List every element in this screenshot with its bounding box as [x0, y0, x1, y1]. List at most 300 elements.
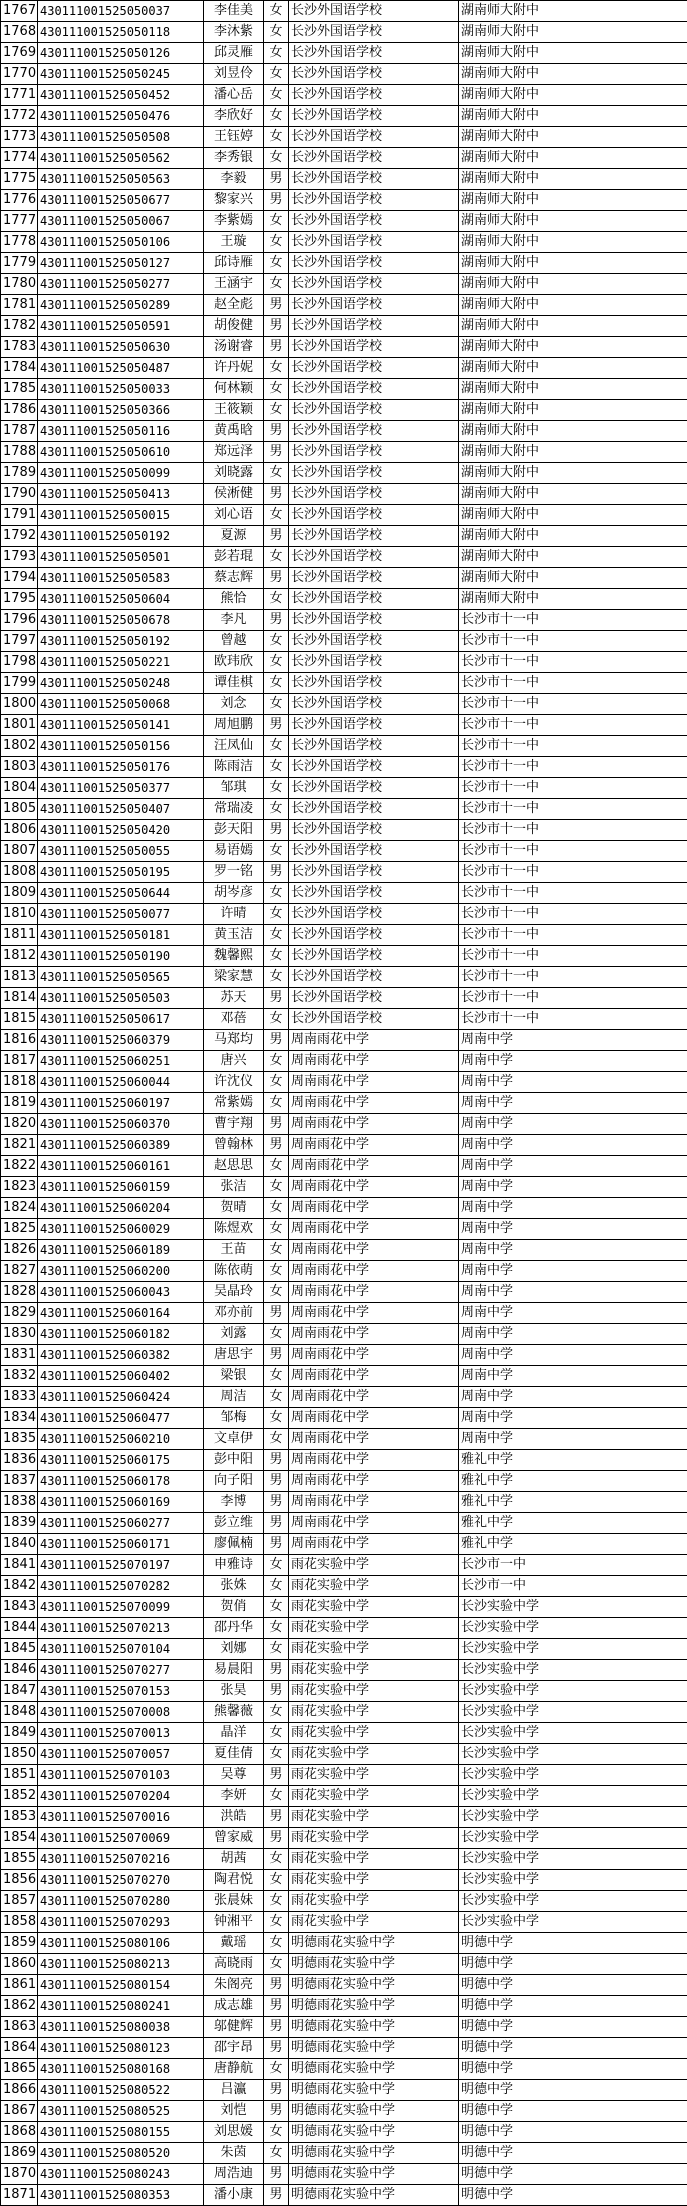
- student-name-cell: 夏源: [204, 526, 264, 547]
- origin-school-cell: 明德雨花实验中学: [289, 1954, 459, 1975]
- table-row: [1, 1597, 687, 1618]
- origin-school-cell: 周南雨花中学: [289, 1093, 459, 1114]
- gender-cell: 女: [264, 1324, 289, 1345]
- serial-number-cell: 1871: [1, 2185, 38, 2206]
- table-row: [1, 1555, 687, 1576]
- admitted-school-cell: 周南中学: [459, 1387, 687, 1408]
- student-name-cell: 潘心岳: [204, 85, 264, 106]
- serial-number-cell: 1818: [1, 1072, 38, 1093]
- origin-school-cell: 周南雨花中学: [289, 1429, 459, 1450]
- origin-school-cell: 长沙外国语学校: [289, 400, 459, 421]
- origin-school-cell: 长沙外国语学校: [289, 379, 459, 400]
- serial-number-cell: 1825: [1, 1219, 38, 1240]
- serial-number-cell: 1840: [1, 1534, 38, 1555]
- gender-cell: 男: [264, 295, 289, 316]
- gender-cell: 女: [264, 1282, 289, 1303]
- candidate-id-cell: 430111001525070213: [38, 1618, 204, 1639]
- gender-cell: 女: [264, 883, 289, 904]
- student-name-cell: 刘心语: [204, 505, 264, 526]
- serial-number-cell: 1811: [1, 925, 38, 946]
- candidate-id-cell: 430111001525050192: [38, 631, 204, 652]
- admitted-school-cell: 湖南师大附中: [459, 190, 687, 211]
- table-row: [1, 43, 687, 64]
- gender-cell: 女: [264, 904, 289, 925]
- origin-school-cell: 明德雨花实验中学: [289, 2101, 459, 2122]
- candidate-id-cell: 430111001525050192: [38, 526, 204, 547]
- candidate-id-cell: 430111001525080168: [38, 2059, 204, 2080]
- table-row: [1, 211, 687, 232]
- origin-school-cell: 长沙外国语学校: [289, 1009, 459, 1030]
- admitted-school-cell: 湖南师大附中: [459, 463, 687, 484]
- serial-number-cell: 1793: [1, 547, 38, 568]
- table-row: [1, 274, 687, 295]
- serial-number-cell: 1848: [1, 1702, 38, 1723]
- gender-cell: 女: [264, 2143, 289, 2164]
- table-row: [1, 904, 687, 925]
- admitted-school-cell: 周南中学: [459, 1366, 687, 1387]
- origin-school-cell: 长沙外国语学校: [289, 925, 459, 946]
- table-row: [1, 127, 687, 148]
- gender-cell: 女: [264, 274, 289, 295]
- gender-cell: 男: [264, 421, 289, 442]
- student-name-cell: 潘小康: [204, 2185, 264, 2206]
- student-name-cell: 吴尊: [204, 1765, 264, 1786]
- gender-cell: 女: [264, 1618, 289, 1639]
- serial-number-cell: 1799: [1, 673, 38, 694]
- table-row: [1, 106, 687, 127]
- gender-cell: 女: [264, 1009, 289, 1030]
- candidate-id-cell: 430111001525050487: [38, 358, 204, 379]
- table-row: [1, 64, 687, 85]
- candidate-id-cell: 430111001525050565: [38, 967, 204, 988]
- student-name-cell: 朱阁亮: [204, 1975, 264, 1996]
- serial-number-cell: 1867: [1, 2101, 38, 2122]
- admitted-school-cell: 湖南师大附中: [459, 358, 687, 379]
- gender-cell: 女: [264, 589, 289, 610]
- origin-school-cell: 周南雨花中学: [289, 1513, 459, 1534]
- candidate-id-cell: 430111001525050617: [38, 1009, 204, 1030]
- table-row: [1, 1471, 687, 1492]
- admitted-school-cell: 周南中学: [459, 1219, 687, 1240]
- admitted-school-cell: 长沙市十一中: [459, 967, 687, 988]
- table-row: [1, 1177, 687, 1198]
- admitted-school-cell: 周南中学: [459, 1261, 687, 1282]
- candidate-id-cell: 430111001525050190: [38, 946, 204, 967]
- student-name-cell: 何林颖: [204, 379, 264, 400]
- table-row: [1, 190, 687, 211]
- serial-number-cell: 1841: [1, 1555, 38, 1576]
- student-name-cell: 文卓伊: [204, 1429, 264, 1450]
- gender-cell: 男: [264, 2038, 289, 2059]
- table-row: [1, 1093, 687, 1114]
- table-row: [1, 1786, 687, 1807]
- table-row: [1, 442, 687, 463]
- candidate-id-cell: 430111001525060197: [38, 1093, 204, 1114]
- candidate-id-cell: 430111001525050644: [38, 883, 204, 904]
- admitted-school-cell: 长沙实验中学: [459, 1744, 687, 1765]
- table-row: [1, 421, 687, 442]
- origin-school-cell: 明德雨花实验中学: [289, 2164, 459, 2185]
- table-row: [1, 820, 687, 841]
- candidate-id-cell: 430111001525080123: [38, 2038, 204, 2059]
- admitted-school-cell: 长沙实验中学: [459, 1765, 687, 1786]
- gender-cell: 女: [264, 673, 289, 694]
- student-name-cell: 李欣好: [204, 106, 264, 127]
- origin-school-cell: 长沙外国语学校: [289, 106, 459, 127]
- candidate-id-cell: 430111001525060044: [38, 1072, 204, 1093]
- serial-number-cell: 1810: [1, 904, 38, 925]
- gender-cell: 男: [264, 169, 289, 190]
- gender-cell: 男: [264, 1030, 289, 1051]
- table-row: [1, 148, 687, 169]
- serial-number-cell: 1819: [1, 1093, 38, 1114]
- serial-number-cell: 1813: [1, 967, 38, 988]
- serial-number-cell: 1851: [1, 1765, 38, 1786]
- admitted-school-cell: 湖南师大附中: [459, 274, 687, 295]
- serial-number-cell: 1800: [1, 694, 38, 715]
- origin-school-cell: 明德雨花实验中学: [289, 2038, 459, 2059]
- admitted-school-cell: 长沙市十一中: [459, 757, 687, 778]
- candidate-id-cell: 430111001525070016: [38, 1807, 204, 1828]
- origin-school-cell: 明德雨花实验中学: [289, 2185, 459, 2206]
- serial-number-cell: 1816: [1, 1030, 38, 1051]
- student-name-cell: 熊恰: [204, 589, 264, 610]
- student-name-cell: 汤谢睿: [204, 337, 264, 358]
- admitted-school-cell: 长沙市十一中: [459, 652, 687, 673]
- serial-number-cell: 1806: [1, 820, 38, 841]
- candidate-id-cell: 430111001525050099: [38, 463, 204, 484]
- student-name-cell: 刘思媛: [204, 2122, 264, 2143]
- origin-school-cell: 雨花实验中学: [289, 1744, 459, 1765]
- student-name-cell: 黎家兴: [204, 190, 264, 211]
- origin-school-cell: 周南雨花中学: [289, 1366, 459, 1387]
- table-row: [1, 1051, 687, 1072]
- candidate-id-cell: 430111001525060389: [38, 1135, 204, 1156]
- table-row: [1, 1261, 687, 1282]
- student-name-cell: 朱茵: [204, 2143, 264, 2164]
- student-name-cell: 胡俊健: [204, 316, 264, 337]
- candidate-id-cell: 430111001525060424: [38, 1387, 204, 1408]
- gender-cell: 女: [264, 1093, 289, 1114]
- gender-cell: 女: [264, 1933, 289, 1954]
- origin-school-cell: 长沙外国语学校: [289, 64, 459, 85]
- origin-school-cell: 长沙外国语学校: [289, 85, 459, 106]
- admitted-school-cell: 长沙市十一中: [459, 610, 687, 631]
- student-name-cell: 胡茜: [204, 1849, 264, 1870]
- student-name-cell: 晶洋: [204, 1723, 264, 1744]
- gender-cell: 女: [264, 1723, 289, 1744]
- table-row: [1, 2143, 687, 2164]
- candidate-id-cell: 430111001525050583: [38, 568, 204, 589]
- table-row: [1, 1114, 687, 1135]
- student-name-cell: 邵宇昂: [204, 2038, 264, 2059]
- candidate-id-cell: 430111001525050116: [38, 421, 204, 442]
- table-row: [1, 1618, 687, 1639]
- table-row: [1, 1702, 687, 1723]
- serial-number-cell: 1833: [1, 1387, 38, 1408]
- gender-cell: 男: [264, 1828, 289, 1849]
- gender-cell: 女: [264, 400, 289, 421]
- admitted-school-cell: 周南中学: [459, 1324, 687, 1345]
- gender-cell: 女: [264, 85, 289, 106]
- student-name-cell: 彭中阳: [204, 1450, 264, 1471]
- origin-school-cell: 雨花实验中学: [289, 1723, 459, 1744]
- admitted-school-cell: 湖南师大附中: [459, 148, 687, 169]
- admitted-school-cell: 周南中学: [459, 1198, 687, 1219]
- admitted-school-cell: 长沙市十一中: [459, 946, 687, 967]
- origin-school-cell: 长沙外国语学校: [289, 967, 459, 988]
- table-row: [1, 1807, 687, 1828]
- admitted-school-cell: 长沙市十一中: [459, 715, 687, 736]
- serial-number-cell: 1794: [1, 568, 38, 589]
- origin-school-cell: 雨花实验中学: [289, 1660, 459, 1681]
- serial-number-cell: 1776: [1, 190, 38, 211]
- table-row: [1, 1765, 687, 1786]
- origin-school-cell: 周南雨花中学: [289, 1282, 459, 1303]
- candidate-id-cell: 430111001525050420: [38, 820, 204, 841]
- table-row: [1, 1891, 687, 1912]
- candidate-id-cell: 430111001525060251: [38, 1051, 204, 1072]
- student-name-cell: 魏馨熙: [204, 946, 264, 967]
- gender-cell: 男: [264, 442, 289, 463]
- student-name-cell: 李沐紫: [204, 22, 264, 43]
- gender-cell: 男: [264, 1114, 289, 1135]
- candidate-id-cell: 430111001525070293: [38, 1912, 204, 1933]
- origin-school-cell: 长沙外国语学校: [289, 211, 459, 232]
- student-name-cell: 熊馨薇: [204, 1702, 264, 1723]
- admitted-school-cell: 周南中学: [459, 1030, 687, 1051]
- serial-number-cell: 1834: [1, 1408, 38, 1429]
- candidate-id-cell: 430111001525060171: [38, 1534, 204, 1555]
- serial-number-cell: 1866: [1, 2080, 38, 2101]
- gender-cell: 女: [264, 1954, 289, 1975]
- table-row: [1, 1366, 687, 1387]
- admitted-school-cell: 雅礼中学: [459, 1534, 687, 1555]
- admitted-school-cell: 湖南师大附中: [459, 505, 687, 526]
- candidate-id-cell: 430111001525070280: [38, 1891, 204, 1912]
- serial-number-cell: 1863: [1, 2017, 38, 2038]
- serial-number-cell: 1784: [1, 358, 38, 379]
- table-row: [1, 1660, 687, 1681]
- table-row: [1, 2164, 687, 2185]
- student-name-cell: 张洁: [204, 1177, 264, 1198]
- admitted-school-cell: 周南中学: [459, 1177, 687, 1198]
- origin-school-cell: 长沙外国语学校: [289, 127, 459, 148]
- table-row: [1, 1450, 687, 1471]
- origin-school-cell: 长沙外国语学校: [289, 463, 459, 484]
- origin-school-cell: 长沙外国语学校: [289, 22, 459, 43]
- table-row: [1, 22, 687, 43]
- serial-number-cell: 1847: [1, 1681, 38, 1702]
- admitted-school-cell: 明德中学: [459, 1954, 687, 1975]
- candidate-id-cell: 430111001525050501: [38, 547, 204, 568]
- candidate-id-cell: 430111001525060477: [38, 1408, 204, 1429]
- candidate-id-cell: 430111001525050141: [38, 715, 204, 736]
- serial-number-cell: 1852: [1, 1786, 38, 1807]
- student-name-cell: 易晨阳: [204, 1660, 264, 1681]
- student-name-cell: 谭佳棋: [204, 673, 264, 694]
- serial-number-cell: 1781: [1, 295, 38, 316]
- candidate-id-cell: 430111001525070216: [38, 1849, 204, 1870]
- table-row: [1, 337, 687, 358]
- gender-cell: 女: [264, 1408, 289, 1429]
- origin-school-cell: 周南雨花中学: [289, 1156, 459, 1177]
- admitted-school-cell: 明德中学: [459, 1975, 687, 1996]
- admitted-school-cell: 长沙实验中学: [459, 1597, 687, 1618]
- gender-cell: 男: [264, 1660, 289, 1681]
- serial-number-cell: 1772: [1, 106, 38, 127]
- table-row: [1, 862, 687, 883]
- candidate-id-cell: 430111001525080241: [38, 1996, 204, 2017]
- gender-cell: 女: [264, 1051, 289, 1072]
- admitted-school-cell: 雅礼中学: [459, 1450, 687, 1471]
- table-row: [1, 736, 687, 757]
- serial-number-cell: 1817: [1, 1051, 38, 1072]
- candidate-id-cell: 430111001525060204: [38, 1198, 204, 1219]
- student-name-cell: 陈雨洁: [204, 757, 264, 778]
- table-row: [1, 358, 687, 379]
- table-row: [1, 1240, 687, 1261]
- gender-cell: 男: [264, 1492, 289, 1513]
- student-name-cell: 王璇: [204, 232, 264, 253]
- admitted-school-cell: 长沙实验中学: [459, 1723, 687, 1744]
- admitted-school-cell: 明德中学: [459, 2059, 687, 2080]
- origin-school-cell: 长沙外国语学校: [289, 547, 459, 568]
- serial-number-cell: 1774: [1, 148, 38, 169]
- student-name-cell: 刘昱伶: [204, 64, 264, 85]
- serial-number-cell: 1830: [1, 1324, 38, 1345]
- admitted-school-cell: 周南中学: [459, 1282, 687, 1303]
- admitted-school-cell: 周南中学: [459, 1303, 687, 1324]
- candidate-id-cell: 430111001525060402: [38, 1366, 204, 1387]
- gender-cell: 女: [264, 1219, 289, 1240]
- candidate-id-cell: 430111001525070270: [38, 1870, 204, 1891]
- origin-school-cell: 长沙外国语学校: [289, 988, 459, 1009]
- origin-school-cell: 雨花实验中学: [289, 1618, 459, 1639]
- serial-number-cell: 1814: [1, 988, 38, 1009]
- table-row: [1, 1030, 687, 1051]
- origin-school-cell: 长沙外国语学校: [289, 820, 459, 841]
- student-name-cell: 邓蓓: [204, 1009, 264, 1030]
- serial-number-cell: 1849: [1, 1723, 38, 1744]
- student-name-cell: 彭天阳: [204, 820, 264, 841]
- serial-number-cell: 1809: [1, 883, 38, 904]
- origin-school-cell: 周南雨花中学: [289, 1450, 459, 1471]
- serial-number-cell: 1824: [1, 1198, 38, 1219]
- serial-number-cell: 1778: [1, 232, 38, 253]
- serial-number-cell: 1837: [1, 1471, 38, 1492]
- candidate-id-cell: 430111001525050221: [38, 652, 204, 673]
- origin-school-cell: 长沙外国语学校: [289, 43, 459, 64]
- admitted-school-cell: 长沙实验中学: [459, 1870, 687, 1891]
- origin-school-cell: 长沙外国语学校: [289, 610, 459, 631]
- gender-cell: 男: [264, 1975, 289, 1996]
- origin-school-cell: 长沙外国语学校: [289, 778, 459, 799]
- candidate-id-cell: 430111001525060175: [38, 1450, 204, 1471]
- candidate-id-cell: 430111001525050068: [38, 694, 204, 715]
- origin-school-cell: 雨花实验中学: [289, 1891, 459, 1912]
- origin-school-cell: 明德雨花实验中学: [289, 2059, 459, 2080]
- origin-school-cell: 周南雨花中学: [289, 1303, 459, 1324]
- serial-number-cell: 1792: [1, 526, 38, 547]
- table-row: [1, 589, 687, 610]
- admitted-school-cell: 长沙市十一中: [459, 736, 687, 757]
- admitted-school-cell: 明德中学: [459, 1933, 687, 1954]
- student-name-cell: 王苗: [204, 1240, 264, 1261]
- serial-number-cell: 1820: [1, 1114, 38, 1135]
- admitted-school-cell: 长沙市十一中: [459, 841, 687, 862]
- admitted-school-cell: 湖南师大附中: [459, 421, 687, 442]
- student-name-cell: 侯淅健: [204, 484, 264, 505]
- gender-cell: 女: [264, 505, 289, 526]
- table-row: [1, 1408, 687, 1429]
- gender-cell: 女: [264, 148, 289, 169]
- table-row: [1, 967, 687, 988]
- candidate-id-cell: 430111001525050677: [38, 190, 204, 211]
- admitted-school-cell: 长沙市十一中: [459, 673, 687, 694]
- admitted-school-cell: 长沙市十一中: [459, 778, 687, 799]
- origin-school-cell: 长沙外国语学校: [289, 568, 459, 589]
- table-row: [1, 2185, 687, 2206]
- serial-number-cell: 1836: [1, 1450, 38, 1471]
- student-name-cell: 夏佳倩: [204, 1744, 264, 1765]
- student-name-cell: 唐思宇: [204, 1345, 264, 1366]
- admitted-school-cell: 雅礼中学: [459, 1492, 687, 1513]
- table-row: [1, 1303, 687, 1324]
- serial-number-cell: 1826: [1, 1240, 38, 1261]
- gender-cell: 女: [264, 1156, 289, 1177]
- table-row: [1, 1387, 687, 1408]
- admitted-school-cell: 雅礼中学: [459, 1513, 687, 1534]
- admitted-school-cell: 明德中学: [459, 2164, 687, 2185]
- candidate-id-cell: 430111001525070197: [38, 1555, 204, 1576]
- gender-cell: 男: [264, 1765, 289, 1786]
- gender-cell: 女: [264, 1072, 289, 1093]
- admitted-school-cell: 湖南师大附中: [459, 106, 687, 127]
- candidate-id-cell: 430111001525070153: [38, 1681, 204, 1702]
- gender-cell: 男: [264, 526, 289, 547]
- candidate-id-cell: 430111001525050126: [38, 43, 204, 64]
- student-name-cell: 向子阳: [204, 1471, 264, 1492]
- origin-school-cell: 长沙外国语学校: [289, 715, 459, 736]
- table-row: [1, 2038, 687, 2059]
- candidate-id-cell: 430111001525050176: [38, 757, 204, 778]
- serial-number-cell: 1770: [1, 64, 38, 85]
- student-name-cell: 李妍: [204, 1786, 264, 1807]
- gender-cell: 男: [264, 1534, 289, 1555]
- student-name-cell: 陶君悦: [204, 1870, 264, 1891]
- origin-school-cell: 雨花实验中学: [289, 1807, 459, 1828]
- admitted-school-cell: 湖南师大附中: [459, 43, 687, 64]
- table-row: [1, 1156, 687, 1177]
- origin-school-cell: 周南雨花中学: [289, 1345, 459, 1366]
- origin-school-cell: 长沙外国语学校: [289, 253, 459, 274]
- serial-number-cell: 1827: [1, 1261, 38, 1282]
- student-name-cell: 申雅诗: [204, 1555, 264, 1576]
- table-row: [1, 841, 687, 862]
- admitted-school-cell: 长沙市十一中: [459, 862, 687, 883]
- student-name-cell: 陈依萌: [204, 1261, 264, 1282]
- table-row: [1, 715, 687, 736]
- gender-cell: 女: [264, 253, 289, 274]
- origin-school-cell: 长沙外国语学校: [289, 442, 459, 463]
- serial-number-cell: 1857: [1, 1891, 38, 1912]
- table-row: [1, 295, 687, 316]
- serial-number-cell: 1780: [1, 274, 38, 295]
- student-name-cell: 王涵宇: [204, 274, 264, 295]
- student-name-cell: 彭立维: [204, 1513, 264, 1534]
- admitted-school-cell: 周南中学: [459, 1051, 687, 1072]
